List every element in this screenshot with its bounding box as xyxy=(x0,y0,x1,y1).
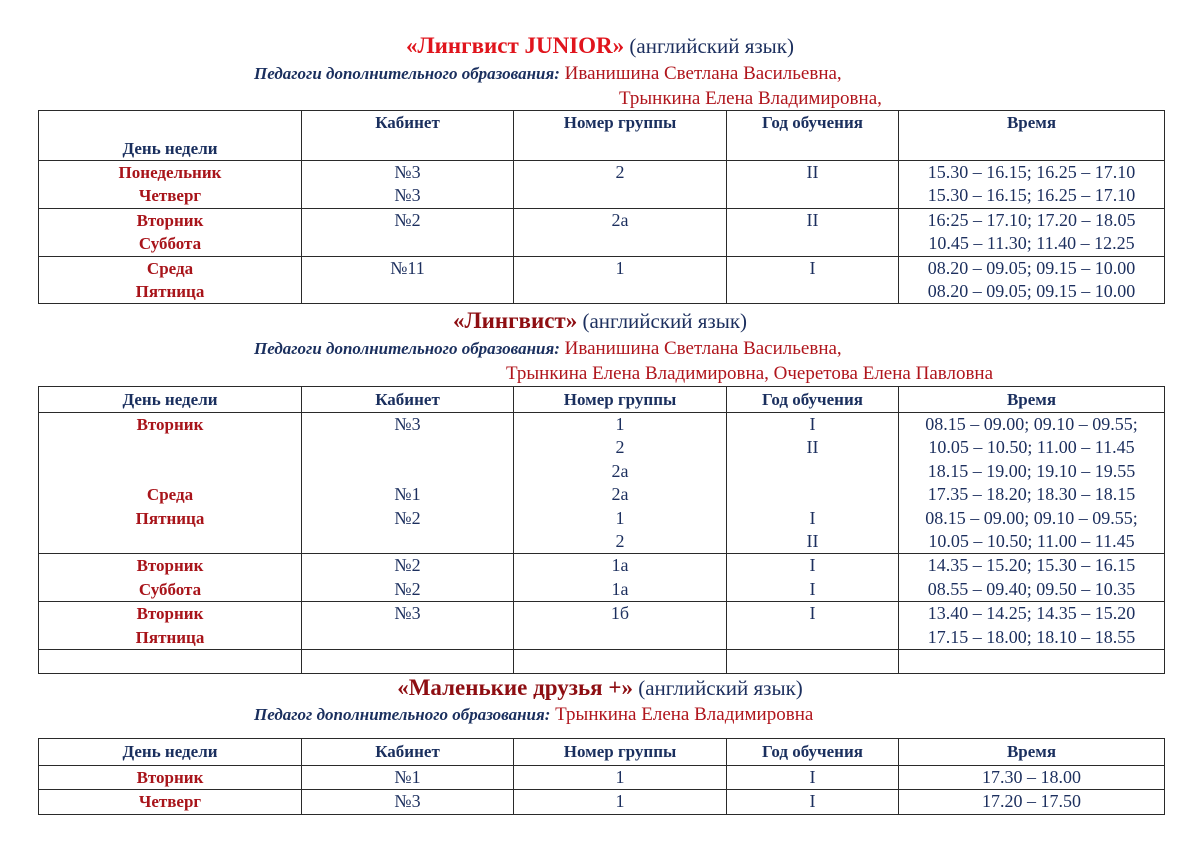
column-header-year: Год обучения xyxy=(727,739,899,766)
time-cell-line: 17.20 – 17.50 xyxy=(982,791,1081,812)
group-cell-line: 1 xyxy=(615,791,625,812)
day-cell xyxy=(39,413,302,554)
day-cell xyxy=(39,766,302,790)
table-row xyxy=(39,602,1165,650)
section-2-title xyxy=(0,308,1200,334)
year-cell-line: II xyxy=(806,437,819,458)
course-name: «Маленькие друзья +» xyxy=(397,675,633,700)
year-cell xyxy=(727,161,899,209)
day-cell-line: Среда xyxy=(146,485,194,505)
column-header-group: Номер группы xyxy=(514,739,727,766)
group-cell-line xyxy=(514,184,726,207)
day-cell-line: Суббота xyxy=(138,234,202,254)
section-2-teachers xyxy=(254,337,842,360)
course-name: «Лингвист JUNIOR» xyxy=(405,33,625,58)
room-cell xyxy=(302,790,514,814)
day-cell xyxy=(39,554,302,602)
schedule-table-1 xyxy=(38,110,1165,304)
group-cell-line: 1б xyxy=(610,603,630,624)
teacher-name: Трынкина Елена Владимировна, xyxy=(619,88,882,109)
section-3-title xyxy=(0,675,1200,701)
year-cell xyxy=(727,413,899,554)
time-cell-line: 17.30 – 18.00 xyxy=(982,767,1081,787)
day-cell-line: Пятница xyxy=(135,627,205,647)
table-header-row xyxy=(39,739,1165,766)
course-name: «Лингвист» xyxy=(452,308,578,333)
group-cell-line: 2 xyxy=(615,530,625,551)
time-cell xyxy=(899,256,1165,304)
table-row xyxy=(39,256,1165,304)
room-cell-line: №3 xyxy=(394,162,421,182)
year-cell xyxy=(727,208,899,256)
column-header-time: Время xyxy=(899,739,1165,766)
group-cell xyxy=(514,256,727,304)
column-header-day: День недели xyxy=(39,111,302,161)
day-cell-line xyxy=(39,460,301,483)
time-cell-line: 16:25 – 17.10; 17.20 – 18.05 xyxy=(927,209,1136,230)
group-cell xyxy=(514,161,727,209)
day-cell xyxy=(39,790,302,814)
time-cell-line: 18.15 – 19.00; 19.10 – 19.55 xyxy=(927,460,1136,481)
table-row xyxy=(39,554,1165,602)
day-cell xyxy=(39,649,302,673)
room-cell-line: №3 xyxy=(394,185,421,206)
schedule-table-3 xyxy=(38,738,1165,815)
table-row xyxy=(39,161,1165,209)
group-cell-line xyxy=(514,626,726,649)
group-cell-line: 2 xyxy=(615,162,625,182)
group-cell-line xyxy=(514,280,726,303)
time-cell-line: 15.30 – 16.15; 16.25 – 17.10 xyxy=(927,162,1136,182)
time-cell xyxy=(899,161,1165,209)
room-cell xyxy=(302,161,514,209)
day-cell-line: Четверг xyxy=(138,792,202,812)
table-row xyxy=(39,208,1165,256)
time-cell-line: 10.05 – 10.50; 11.00 – 11.45 xyxy=(928,437,1135,458)
year-cell xyxy=(727,602,899,650)
room-cell xyxy=(302,256,514,304)
room-cell xyxy=(302,413,514,554)
room-cell-line xyxy=(302,650,513,673)
time-cell-line: 17.35 – 18.20; 18.30 – 18.15 xyxy=(927,484,1136,505)
room-cell-line: №3 xyxy=(394,791,421,812)
group-cell-line xyxy=(514,650,726,673)
column-header-room: Кабинет xyxy=(302,739,514,766)
day-cell-line: Суббота xyxy=(138,579,202,599)
day-cell-line xyxy=(39,436,301,459)
group-cell-line: 1 xyxy=(615,257,625,278)
time-cell xyxy=(899,649,1165,673)
year-cell-line xyxy=(727,483,898,506)
time-cell xyxy=(899,554,1165,602)
year-cell-line: I xyxy=(809,767,816,787)
day-cell-line: Вторник xyxy=(136,210,204,230)
column-header-year: Год обучения xyxy=(727,111,899,161)
column-header-year: Год обучения xyxy=(727,387,899,413)
room-cell-line: №2 xyxy=(394,507,421,528)
year-cell-line: I xyxy=(809,791,816,812)
year-cell xyxy=(727,766,899,790)
group-cell xyxy=(514,413,727,554)
section-1-teachers xyxy=(254,62,842,85)
course-language: (английский язык) xyxy=(629,34,794,58)
room-cell-line xyxy=(302,436,513,459)
room-cell-line: №2 xyxy=(394,555,421,576)
room-cell-line: №3 xyxy=(394,603,421,624)
room-cell-line: №2 xyxy=(394,578,421,599)
time-cell xyxy=(899,413,1165,554)
room-cell-line: №1 xyxy=(394,484,421,505)
group-cell xyxy=(514,602,727,650)
schedule-table-2 xyxy=(38,386,1165,674)
day-cell-line: Вторник xyxy=(136,556,204,576)
time-cell-line: 08.15 – 09.00; 09.10 – 09.55; xyxy=(925,414,1138,434)
column-header-room: Кабинет xyxy=(302,111,514,161)
day-cell xyxy=(39,256,302,304)
day-cell-line: Среда xyxy=(146,258,194,278)
room-cell xyxy=(302,602,514,650)
time-cell-line: 10.45 – 11.30; 11.40 – 12.25 xyxy=(928,233,1135,254)
year-cell-line xyxy=(727,650,898,673)
room-cell-line: №2 xyxy=(394,209,421,230)
time-cell-line xyxy=(899,650,1164,673)
table-row xyxy=(39,649,1165,673)
year-cell-line xyxy=(727,460,898,483)
time-cell-line: 13.40 – 14.25; 14.35 – 15.20 xyxy=(927,603,1136,624)
room-cell-line: №1 xyxy=(394,767,421,787)
teacher-name: Иванишина Светлана Васильевна, xyxy=(564,338,842,359)
group-cell xyxy=(514,554,727,602)
year-cell-line: II xyxy=(806,530,819,551)
time-cell xyxy=(899,766,1165,790)
section-1-title xyxy=(0,33,1200,59)
day-cell-line: Пятница xyxy=(135,281,205,301)
time-cell-line: 08.20 – 09.05; 09.15 – 10.00 xyxy=(927,280,1136,301)
year-cell-line: I xyxy=(809,603,816,624)
teacher-label: Педагоги дополнительного образования: xyxy=(254,339,560,358)
group-cell-line: 1 xyxy=(615,507,625,528)
day-cell xyxy=(39,208,302,256)
room-cell xyxy=(302,208,514,256)
day-cell-line: Четверг xyxy=(138,186,202,206)
group-cell xyxy=(514,208,727,256)
year-cell-line: I xyxy=(809,555,816,576)
day-cell xyxy=(39,161,302,209)
column-header-time: Время xyxy=(899,387,1165,413)
day-cell xyxy=(39,602,302,650)
year-cell xyxy=(727,649,899,673)
group-cell xyxy=(514,766,727,790)
year-cell-line: I xyxy=(809,578,816,599)
time-cell xyxy=(899,790,1165,814)
section-3-teachers xyxy=(254,703,813,726)
day-cell-line: Пятница xyxy=(135,508,205,528)
room-cell xyxy=(302,649,514,673)
column-header-group: Номер группы xyxy=(514,387,727,413)
room-cell-line xyxy=(302,232,513,255)
room-cell xyxy=(302,766,514,790)
day-cell-line: Вторник xyxy=(136,604,204,624)
time-cell-line: 10.05 – 10.50; 11.00 – 11.45 xyxy=(928,530,1135,551)
group-cell-line: 1а xyxy=(611,555,629,576)
group-cell-line: 2а xyxy=(611,209,629,230)
day-cell-line: Вторник xyxy=(136,415,204,434)
time-cell xyxy=(899,602,1165,650)
column-header-day: День недели xyxy=(39,739,302,766)
group-cell-line: 1 xyxy=(615,414,625,434)
teacher-name: Трынкина Елена Владимировна, Очеретова Елена Павловна xyxy=(506,363,994,384)
table-row xyxy=(39,790,1165,814)
year-cell-line xyxy=(727,232,898,255)
group-cell-line: 1 xyxy=(615,767,625,787)
teacher-label: Педагоги дополнительного образования: xyxy=(254,64,560,83)
group-cell-line: 2а xyxy=(611,484,629,505)
day-cell-line xyxy=(39,530,301,553)
time-cell-line: 17.15 – 18.00; 18.10 – 18.55 xyxy=(927,626,1136,647)
group-cell xyxy=(514,790,727,814)
group-cell xyxy=(514,649,727,673)
group-cell-line: 2 xyxy=(615,437,625,458)
day-cell-line xyxy=(39,650,301,673)
column-header-day: День недели xyxy=(39,387,302,413)
year-cell-line xyxy=(727,280,898,303)
day-cell-line: Понедельник xyxy=(118,163,222,182)
table-row xyxy=(39,766,1165,790)
table-header-row xyxy=(39,111,1165,161)
room-cell-line xyxy=(302,460,513,483)
group-cell-line xyxy=(514,232,726,255)
year-cell-line: I xyxy=(809,257,816,278)
course-language: (английский язык) xyxy=(582,309,748,333)
table-header-row xyxy=(39,387,1165,413)
room-cell xyxy=(302,554,514,602)
time-cell-line: 15.30 – 16.15; 16.25 – 17.10 xyxy=(927,185,1136,206)
time-cell xyxy=(899,208,1165,256)
room-cell-line: №11 xyxy=(390,257,425,278)
table-row xyxy=(39,413,1165,554)
year-cell-line: II xyxy=(806,162,819,182)
day-cell-line: Вторник xyxy=(136,768,204,787)
time-cell-line: 14.35 – 15.20; 15.30 – 16.15 xyxy=(927,555,1136,576)
year-cell-line xyxy=(727,184,898,207)
room-cell-line: №3 xyxy=(394,414,421,434)
year-cell-line: I xyxy=(809,414,816,434)
year-cell-line xyxy=(727,626,898,649)
time-cell-line: 08.15 – 09.00; 09.10 – 09.55; xyxy=(925,507,1138,528)
teacher-label: Педагог дополнительного образования: xyxy=(254,705,551,724)
year-cell-line: I xyxy=(809,507,816,528)
column-header-time: Время xyxy=(899,111,1165,161)
year-cell xyxy=(727,790,899,814)
time-cell-line: 08.55 – 09.40; 09.50 – 10.35 xyxy=(927,578,1136,599)
group-cell-line: 1а xyxy=(611,578,629,599)
room-cell-line xyxy=(302,280,513,303)
time-cell-line: 08.20 – 09.05; 09.15 – 10.00 xyxy=(927,257,1136,278)
column-header-group: Номер группы xyxy=(514,111,727,161)
year-cell-line: II xyxy=(806,209,819,230)
room-cell-line xyxy=(302,530,513,553)
year-cell xyxy=(727,256,899,304)
teacher-name: Трынкина Елена Владимировна xyxy=(555,704,814,725)
course-language: (английский язык) xyxy=(638,676,803,700)
group-cell-line: 2а xyxy=(611,460,629,481)
room-cell-line xyxy=(302,626,513,649)
column-header-room: Кабинет xyxy=(302,387,514,413)
teacher-name: Иванишина Светлана Васильевна, xyxy=(564,63,842,84)
year-cell xyxy=(727,554,899,602)
